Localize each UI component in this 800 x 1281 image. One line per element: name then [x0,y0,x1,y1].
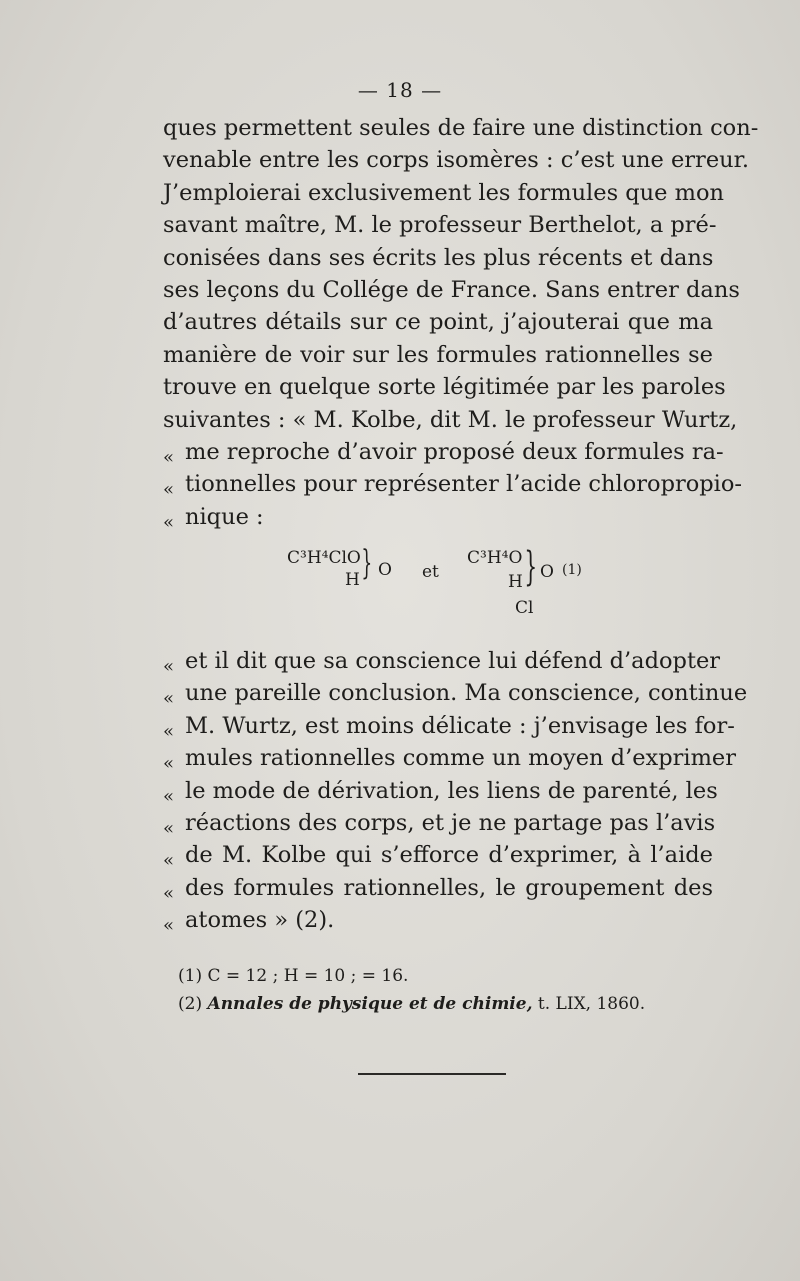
text-line: d’autres détails sur ce point, j’ajouterai que ma [163,309,713,336]
quote-mark: « [163,721,175,742]
formula-left-bottom: H [345,570,360,590]
formula-right-top: C³H⁴O [467,548,523,568]
footnote-2 [178,990,718,1018]
quote-mark: « [163,850,175,871]
text-line: J’emploierai exclusivement les formules que mon [163,179,725,206]
formula-right-o: O [540,562,554,582]
text-line: manière de voir sur les formules rationnelles se [163,341,713,368]
quote-line: des formules rationnelles, le groupement des [185,874,713,901]
quote-mark: « [163,915,175,936]
footnote-2-number: (2) [178,994,203,1014]
formula-et: et [422,562,439,582]
formula-right-bottom: Cl [515,598,534,618]
formula-left-o: O [378,560,392,580]
footnotes [178,962,718,1018]
text-line: conisées dans ses écrits les plus récents et dans [163,244,714,271]
quote-line: une pareille conclusion. Ma conscience, continue [185,680,748,707]
quote-mark: « [163,818,175,839]
main-paragraph [163,112,759,533]
quote-line: M. Wurtz, est moins délicate : j’envisage les for- [185,712,735,739]
text-line: ses leçons du Collége de France. Sans entrer dans [163,276,740,303]
quote-line: me reproche d’avoir proposé deux formules ra- [185,438,724,465]
chemical-formulas [160,540,720,630]
quote-mark: « [163,883,175,904]
quote-mark: « [163,511,175,533]
quote-line: le mode de dérivation, les liens de parenté, les [185,777,718,804]
formula-right-mid: H [508,572,523,592]
brace-icon: } [524,544,538,590]
text-line: ques permettent seules de faire une distinction con- [163,115,759,141]
footnote-2-reference: t. LIX, 1860. [537,994,646,1014]
bottom-rule [358,1073,506,1075]
quote-block-bottom [163,645,748,937]
quote-mark: « [163,688,175,709]
quote-line: mules rationnelles comme un moyen d’exprimer [185,745,736,772]
page-number: — 18 — [357,78,443,102]
brace-icon: } [361,543,373,583]
quote-mark: « [163,656,175,677]
footnote-1: (1) C = 12 ; H = 10 ; = 16. [178,966,409,986]
quote-line: nique : [185,503,264,530]
formula-left-top: C³H⁴ClO [287,548,361,568]
quote-mark: « [163,786,175,807]
footnote-2-title: Annales de physique et de chimie, [207,994,533,1014]
formula-footnote-ref: (1) [562,562,582,578]
quote-mark: « [163,753,175,774]
quote-line: tionnelles pour représenter l’acide chloropropio- [185,471,743,498]
quote-line: et il dit que sa conscience lui défend d’adopter [185,648,721,674]
text-line: trouve en quelque sorte légitimée par les paroles [163,374,726,401]
quote-line: réactions des corps, et je ne partage pas l’avis [185,809,716,836]
quote-mark: « [163,478,175,500]
quote-block-top [163,436,743,533]
quote-mark: « [163,446,175,468]
quote-line: de M. Kolbe qui s’efforce d’exprimer, à l’aide [185,842,713,869]
text-line: savant maître, M. le professeur Berthelot, a pré- [163,212,717,239]
text-line: venable entre les corps isomères : c’est une erreur. [163,147,750,174]
quote-line: atomes » (2). [185,907,335,934]
text-line: suivantes : « M. Kolbe, dit M. le professeur Wurtz, [163,406,738,433]
